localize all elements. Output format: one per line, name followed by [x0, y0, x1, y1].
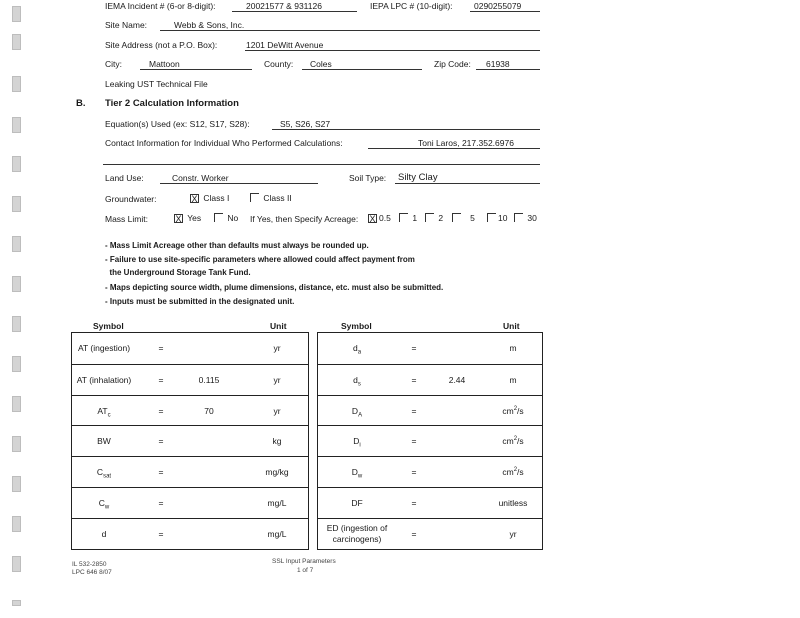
parameter-unit: yr [273, 343, 281, 353]
parameter-symbol [318, 375, 396, 388]
parameter-unit: $cm^2/s$ [502, 467, 524, 478]
acreage-option-3[interactable] [452, 213, 475, 223]
parameter-symbol [318, 343, 396, 356]
parameter-symbol [72, 406, 136, 419]
equals-sign: = [411, 436, 417, 447]
iepa-underline [470, 11, 540, 12]
class-ii-checkbox[interactable] [250, 193, 259, 202]
county-underline [302, 69, 422, 70]
county-field[interactable]: Coles [310, 59, 332, 69]
parameter-unit: yr [273, 374, 281, 385]
parameter-value-field[interactable] [432, 498, 482, 510]
mass-limit-yes-option[interactable] [174, 213, 201, 223]
acreage-option-0[interactable] [368, 213, 391, 223]
binder-hole [12, 276, 21, 292]
equals-sign: = [158, 343, 164, 353]
parameter-symbol [318, 467, 396, 480]
parameter-symbol [318, 406, 396, 419]
binder-hole [12, 516, 21, 532]
symbol-subscript: A [358, 412, 363, 419]
binder-hole [12, 76, 21, 92]
land-use-label: Land Use: [105, 173, 144, 183]
right-table-row [318, 487, 542, 519]
equals-sign: = [411, 374, 417, 385]
acreage-value: 0.5 [379, 213, 391, 223]
mass-limit-no-option[interactable] [214, 213, 238, 223]
equations-underline [272, 129, 540, 130]
equals-sign: = [411, 467, 417, 478]
parameter-symbol-line: carcinogens) [332, 533, 382, 544]
land-use-underline [160, 183, 318, 184]
parameter-value-field[interactable] [432, 406, 482, 418]
equations-field[interactable]: S5, S26, S27 [280, 119, 331, 129]
symbol-subscript: sat [103, 473, 112, 480]
iema-underline [232, 11, 357, 12]
symbol-subscript: a [357, 349, 362, 356]
parameter-unit: mg/L [267, 498, 287, 508]
mass-limit-yes-checkbox[interactable]: X [175, 214, 182, 224]
parameter-unit: yr [273, 405, 281, 416]
acreage-label: If Yes, then Specify Acreage: [250, 214, 359, 224]
parameter-symbol [318, 436, 396, 449]
left-table-row [72, 487, 308, 519]
right-table-row [318, 518, 542, 550]
binder-hole [12, 34, 21, 50]
groundwater-label: Groundwater: [105, 194, 157, 204]
equals-sign: = [411, 405, 417, 416]
left-table-row [72, 425, 308, 457]
class-ii-label: Class II [263, 193, 292, 203]
lpc-id: LPC 646 8/07 [72, 569, 112, 576]
mass-limit-no-label: No [227, 213, 239, 223]
site-name-label: Site Name: [105, 20, 148, 30]
city-label: City: [105, 59, 122, 69]
acreage-option-2[interactable] [425, 213, 443, 223]
binder-hole [12, 196, 21, 212]
equals-sign: = [158, 374, 164, 385]
parameter-value-field[interactable] [182, 529, 236, 541]
class-i-label: Class I [203, 193, 230, 203]
equals-sign: = [158, 498, 164, 508]
binder-hole [12, 436, 21, 452]
parameter-unit: m [509, 343, 517, 353]
left-parameter-table [71, 332, 309, 550]
acreage-value: 10 [498, 213, 508, 223]
right-table-row [318, 456, 542, 488]
note-item: the Underground Storage Tank Fund. [105, 268, 251, 277]
parameter-unit: mg/kg [265, 467, 289, 478]
symbol-base: d [352, 343, 358, 353]
symbol-base: AT [97, 405, 108, 416]
note-item: - Mass Limit Acreage other than defaults must always be rounded up. [105, 241, 369, 250]
parameter-unit: mg/L [267, 528, 287, 539]
site-address-field[interactable]: 1201 DeWitt Avenue [246, 40, 324, 50]
site-name-underline [160, 30, 540, 31]
section-title: Tier 2 Calculation Information [105, 98, 239, 109]
left-unit-header: Unit [270, 321, 287, 331]
binder-hole [12, 316, 21, 332]
parameter-value-field[interactable] [182, 467, 236, 479]
right-unit-header: Unit [503, 321, 520, 331]
parameter-unit: unitless [498, 498, 528, 508]
zip-label: Zip Code: [434, 59, 471, 69]
binder-hole [12, 356, 21, 372]
iepa-label: IEPA LPC # (10-digit): [370, 1, 453, 11]
binder-hole [12, 156, 21, 172]
symbol-base: C [98, 498, 105, 508]
iema-field[interactable]: 20021577 & 931126 [246, 1, 322, 11]
site-address-underline [245, 50, 540, 51]
note-item: - Maps depicting source width, plume dimensions, distance, etc. must also be submitted. [105, 283, 444, 292]
symbol-subscript: w [104, 504, 110, 511]
parameter-unit: $cm^2/s$ [502, 405, 524, 416]
acreage-checkbox[interactable] [425, 213, 434, 222]
right-table-row [318, 364, 542, 396]
equals-sign: = [411, 498, 417, 508]
right-table-row [318, 395, 542, 427]
parameter-symbol: d [101, 528, 107, 539]
land-use-field[interactable]: Constr. Worker [172, 173, 229, 183]
symbol-subscript: i [359, 443, 361, 450]
left-table-row [72, 518, 308, 550]
equals-sign: = [158, 528, 164, 539]
parameter-value-field[interactable] [182, 343, 236, 355]
parameter-value-field[interactable] [432, 467, 482, 479]
contact-field[interactable]: Toni Laros, 217.352.6976 [418, 138, 514, 148]
acreage-checkbox[interactable] [452, 213, 461, 222]
left-table-row [72, 456, 308, 488]
parameter-value-field[interactable]: 0.115 [198, 374, 220, 385]
acreage-checkbox[interactable] [399, 213, 408, 222]
symbol-base: D [351, 405, 359, 416]
soil-type-field[interactable]: Silty Clay [398, 172, 438, 183]
class-i-checkbox[interactable]: X [191, 194, 198, 204]
parameter-value-field[interactable] [182, 436, 236, 448]
equals-sign: = [411, 343, 417, 353]
acreage-checkbox[interactable] [514, 213, 523, 222]
acreage-option-5[interactable] [514, 213, 537, 223]
section-divider [103, 164, 540, 165]
parameter-symbol-line: ED (ingestion of [326, 522, 388, 533]
binder-hole [12, 6, 21, 22]
mass-limit-no-checkbox[interactable] [214, 213, 223, 222]
binder-hole [12, 117, 21, 133]
zip-field[interactable]: 61938 [486, 59, 510, 69]
parameter-value-field[interactable] [182, 498, 236, 510]
file-label: Leaking UST Technical File [105, 79, 208, 89]
city-field[interactable]: Mattoon [149, 59, 180, 69]
right-table-row [318, 425, 542, 457]
symbol-base: D [353, 436, 360, 447]
acreage-value: 1 [412, 213, 418, 223]
parameter-value-field[interactable]: 2.44 [448, 374, 466, 385]
left-table-row [72, 333, 308, 364]
city-underline [140, 69, 252, 70]
contact-label: Contact Information for Individual Who Performed Calculations: [105, 138, 343, 148]
parameter-value-field[interactable]: 70 [204, 405, 214, 416]
binder-hole [12, 600, 21, 606]
county-label: County: [264, 59, 294, 69]
parameter-symbol [72, 467, 136, 480]
parameter-value-field[interactable] [432, 436, 482, 448]
acreage-value: 2 [438, 213, 444, 223]
acreage-option-1[interactable] [399, 213, 417, 223]
contact-underline [368, 148, 540, 149]
parameter-unit: yr [509, 528, 517, 539]
equals-sign: = [158, 436, 164, 447]
parameter-unit: m [509, 374, 517, 385]
binder-hole [12, 396, 21, 412]
left-table-row [72, 364, 308, 396]
right-symbol-header: Symbol [341, 321, 372, 331]
parameter-value-field[interactable] [432, 343, 482, 355]
symbol-base: C [96, 467, 104, 478]
symbol-subscript: w [357, 473, 363, 480]
site-address-label: Site Address (not a P.O. Box): [105, 40, 218, 50]
soil-type-label: Soil Type: [349, 173, 387, 183]
parameter-symbol [72, 498, 136, 511]
note-item: - Failure to use site-specific parameters where allowed could affect payment from [105, 255, 415, 264]
parameter-value-field[interactable] [432, 529, 482, 541]
mass-limit-label: Mass Limit: [105, 214, 148, 224]
parameter-symbol [318, 523, 396, 545]
form-id: IL 532-2850 [72, 561, 107, 568]
acreage-option-4[interactable] [487, 213, 507, 223]
symbol-base: d [353, 374, 358, 385]
parameter-unit: $cm^2/s$ [502, 436, 524, 447]
parameter-symbol: AT (ingestion) [77, 343, 131, 353]
binder-hole [12, 476, 21, 492]
iema-label: IEMA Incident # (6-or 8-digit): [105, 1, 216, 11]
site-name-field[interactable]: Webb & Sons, Inc. [174, 20, 245, 30]
page-number: 1 of 7 [297, 567, 314, 574]
right-parameter-table [317, 332, 543, 550]
section-letter: B. [76, 98, 86, 109]
zip-underline [476, 69, 540, 70]
equals-sign: = [158, 405, 164, 416]
parameter-symbol: AT (inhalation) [76, 374, 132, 385]
left-table-row [72, 395, 308, 427]
mass-limit-yes-label: Yes [187, 213, 202, 223]
symbol-base: D [351, 467, 358, 478]
binder-hole [12, 556, 21, 572]
class-ii-option[interactable] [250, 193, 292, 203]
soil-type-underline [395, 183, 540, 184]
parameter-symbol: DF [351, 498, 363, 508]
binder-hole [12, 236, 21, 252]
acreage-checkbox[interactable] [487, 213, 496, 222]
equals-sign: = [158, 467, 164, 478]
equations-label: Equation(s) Used (ex: S12, S17, S28): [105, 119, 250, 129]
parameter-unit: kg [272, 436, 282, 447]
acreage-checkbox[interactable]: X [369, 214, 376, 224]
equals-sign: = [411, 528, 417, 539]
iepa-field[interactable]: 0290255079 [474, 1, 522, 11]
acreage-value: 5 [470, 213, 475, 223]
symbol-subscript: c [107, 412, 111, 419]
parameter-symbol: BW [97, 436, 111, 447]
acreage-value: 30 [527, 213, 537, 223]
symbol-subscript: s [357, 381, 361, 388]
footer-title: SSL Input Parameters [272, 558, 336, 565]
note-item: - Inputs must be submitted in the designated unit. [105, 297, 295, 306]
class-i-option[interactable] [190, 193, 229, 203]
left-symbol-header: Symbol [93, 321, 124, 331]
right-table-row [318, 333, 542, 364]
